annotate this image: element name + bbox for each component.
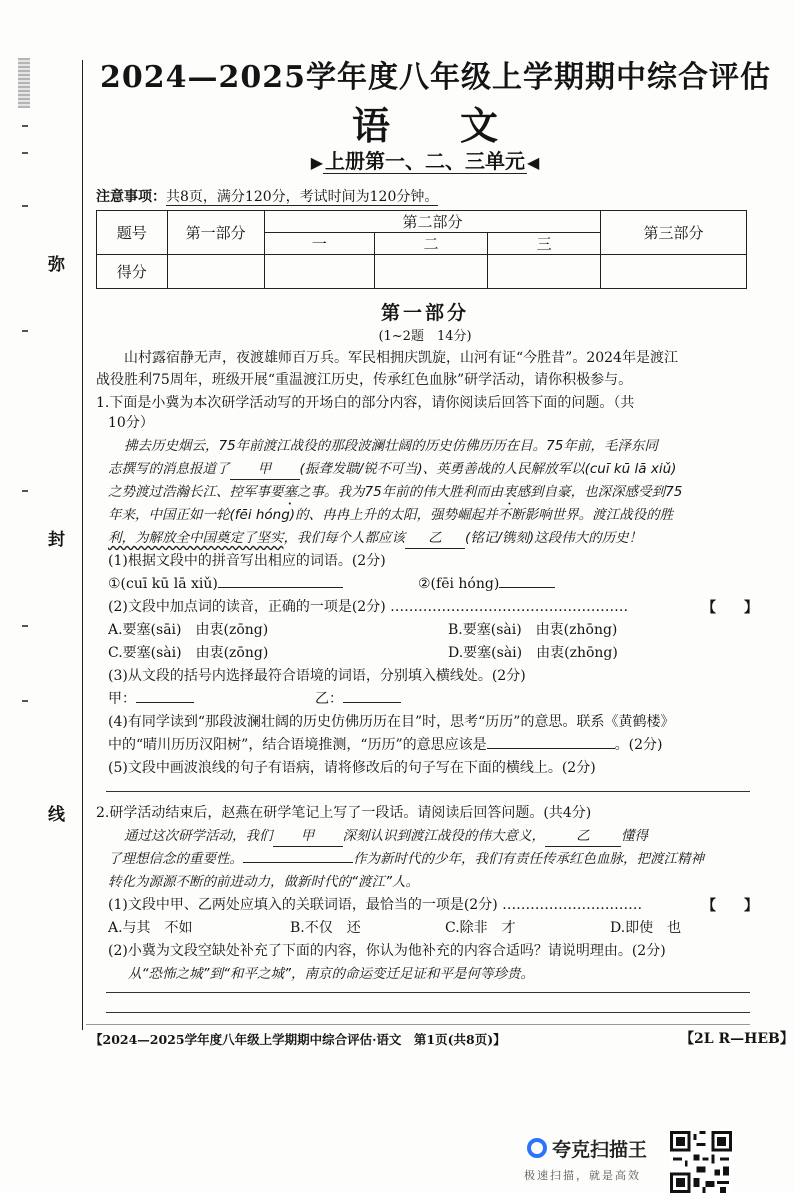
- margin-tick: [22, 125, 28, 127]
- q1-sub3: (3)从文段的括号内选择最符合语境的词语，分别填入横线处。(2分): [108, 668, 526, 684]
- q2-passage: 通过这次研学活动，我们 甲 深刻认识到渡江战役的伟大意义， 乙 懂得: [124, 826, 648, 847]
- footer-divider: [86, 1024, 750, 1025]
- answer-blank[interactable]: [499, 587, 555, 588]
- th-part1: 第一部分: [167, 211, 264, 255]
- triangle-right-icon: ▶: [310, 153, 323, 172]
- q1-sub4: 中的“晴川历历汉阳树”，结合语境推测，“历历”的意思应该是 。(2分): [108, 737, 663, 753]
- subject-title: 语文: [351, 103, 568, 148]
- margin-tick: [22, 490, 28, 492]
- qr-code-icon: [670, 1131, 732, 1193]
- answer-bracket[interactable]: 【 】: [702, 898, 758, 914]
- q1-sub4: (4)有同学读到“那段波澜壮阔的历史仿佛历历在目”时，思考“历历”的意思。联系《黄鹤楼》: [108, 714, 675, 730]
- answer-blank[interactable]: [243, 862, 353, 863]
- intro-line: 战役胜利75周年，班级开展“重温渡江历史，传承红色血脉”研学活动，请你积极参与。: [96, 372, 633, 388]
- notice-label: 注意事项：: [96, 189, 166, 205]
- q1-sub5: (5)文段中画波浪线的句子有语病，请将修改后的句子写在下面的横线上。(2分): [108, 760, 596, 776]
- row-defen: 得分: [97, 255, 168, 289]
- margin-tick: [22, 205, 28, 207]
- blank-jia[interactable]: 甲: [273, 826, 343, 847]
- watermark-name: 夸克扫描王: [552, 1139, 648, 1161]
- score-cell[interactable]: [167, 255, 264, 289]
- score-cell[interactable]: [488, 255, 601, 289]
- th-sub2: 二: [374, 233, 487, 255]
- q2-stem: 2.研学活动结束后，赵燕在研学笔记上写了一段话。请阅读后回答问题。(共4分): [96, 805, 592, 821]
- score-cell[interactable]: [601, 255, 747, 289]
- triangle-left-icon: ◀: [527, 153, 540, 172]
- option-c: C.要塞(sài) 由衷(zōng): [108, 645, 269, 661]
- answer-blank[interactable]: [218, 587, 343, 588]
- answer-blank[interactable]: [136, 702, 194, 703]
- answer-blank[interactable]: [343, 702, 401, 703]
- paper-code: 【2L R—HEB】: [680, 1031, 794, 1047]
- q1-passage: 年来，中国正如一轮(fēi hóng)的、冉冉上升的太阳，强势崛起并不断影响世界。渡江战役的胜: [108, 507, 674, 523]
- q1-passage: 拂去历史烟云，75年前渡江战役的那段波澜壮阔的历史仿佛历历在目。75年前，毛泽东同: [124, 438, 658, 454]
- q1-sub3-yi: 乙：: [315, 689, 401, 709]
- binding-line: [82, 60, 83, 1030]
- answer-line[interactable]: [106, 791, 750, 792]
- watermark-slogan: 极速扫描，就是高效: [524, 1169, 641, 1182]
- margin-tick: [22, 330, 28, 332]
- page-footer: 【2024—2025学年度八年级上学期期中综合评估·语文 第1页(共8页)】: [90, 1032, 506, 1047]
- q1-sub1-a: ①(cuī kū lā xiǔ): [108, 574, 343, 594]
- scan-artifact: [18, 58, 30, 108]
- th-tihao: 题号: [97, 211, 168, 255]
- section-subtitle: (1~2题 14分): [378, 329, 472, 344]
- intro-line: 山村露宿静无声，夜渡雄师百万兵。军民相拥庆凯旋，山河有证“今胜昔”。2024年是渡江: [124, 350, 678, 366]
- answer-line[interactable]: [106, 992, 750, 993]
- notice: [96, 186, 438, 206]
- option-a: A.与其 不如: [108, 920, 193, 936]
- seal-feng: 封: [48, 530, 65, 550]
- margin-tick: [22, 625, 28, 627]
- quark-logo-icon: [527, 1138, 547, 1158]
- q1-passage: 志撰写的消息报道了 甲 (振聋发聩/锐不可当)、英勇善战的人民解放军以(cuī kū lā xiǔ): [108, 459, 676, 480]
- score-table: [96, 210, 747, 289]
- th-part2: 第二部分: [264, 211, 600, 233]
- exam-title: 2024—2025学年度八年级上学期期中综合评估: [100, 60, 771, 95]
- unit-scope: [100, 145, 750, 174]
- blank-yi[interactable]: 乙: [545, 826, 621, 847]
- option-d: D.即使 也: [610, 920, 682, 936]
- q2-sub1: (1)文段中甲、乙两处应填入的关联词语，最恰当的一项是(2分) …………………………: [108, 897, 643, 913]
- q2-sub2: (2)小冀为文段空缺处补充了下面的内容，你认为他补充的内容合适吗？请说明理由。(2分): [108, 943, 666, 959]
- answer-blank[interactable]: [487, 748, 615, 749]
- margin-tick: [22, 700, 28, 702]
- q1-sub1-b: ②(fēi hóng): [418, 574, 555, 594]
- q2-passage: 转化为源源不断的前进动力，做新时代的“渡江”人。: [108, 874, 419, 890]
- score-cell[interactable]: [264, 255, 374, 289]
- q1-sub3-jia: 甲：: [108, 689, 194, 709]
- q1-stem: 1.下面是小冀为本次研学活动写的开场白的部分内容，请你阅读后回答下面的问题。（共: [96, 395, 635, 411]
- th-sub1: 一: [264, 233, 374, 255]
- answer-bracket[interactable]: 【 】: [702, 600, 758, 616]
- th-part3: 第三部分: [601, 211, 747, 255]
- q1-sub2: (2)文段中加点词的读音，正确的一项是(2分) ……………………………………………: [108, 599, 629, 615]
- th-sub3: 三: [488, 233, 601, 255]
- seal-mi: 弥: [48, 255, 65, 275]
- option-a: A.要塞(sāi) 由衷(zōng): [108, 622, 269, 638]
- blank-yi[interactable]: 乙: [405, 528, 465, 549]
- notice-text: 共8页，满分120分，考试时间为120分钟。: [166, 189, 439, 205]
- q1-passage: 利，为解放全中国奠定了坚实，我们每个人都应该 乙 (铭记/镌刻)这段伟大的历史！: [108, 528, 642, 549]
- section-title: 第一部分: [380, 302, 469, 324]
- blank-jia[interactable]: 甲: [230, 459, 300, 480]
- score-cell[interactable]: [374, 255, 487, 289]
- q1-stem: 10分）: [108, 415, 154, 431]
- unit-text: 上册第一、二、三单元: [325, 149, 525, 173]
- option-d: D.要塞(sài) 由衷(zhōng): [448, 645, 618, 661]
- q1-passage: 之势渡过浩瀚长江、控军事要塞之事。我为75年前的伟大胜利而由衷感到自豪，也深深感受到75: [108, 484, 683, 500]
- answer-line[interactable]: [106, 1012, 750, 1013]
- q2-passage: 了理想信念的重要性。 作为新时代的少年，我们有责任传承红色血脉，把渡江精神: [108, 851, 704, 867]
- option-c: C.除非 才: [445, 920, 516, 936]
- margin-tick: [22, 152, 28, 154]
- q2-quote: 从“恐怖之城”到“和平之城”，南京的命运变迁足证和平是何等珍贵。: [128, 966, 534, 982]
- option-b: B.要塞(sài) 由衷(zhōng): [448, 622, 618, 638]
- option-b: B.不仅 还: [290, 920, 361, 936]
- seal-xian: 线: [48, 805, 65, 825]
- q1-sub1: (1)根据文段中的拼音写出相应的词语。(2分): [108, 553, 386, 569]
